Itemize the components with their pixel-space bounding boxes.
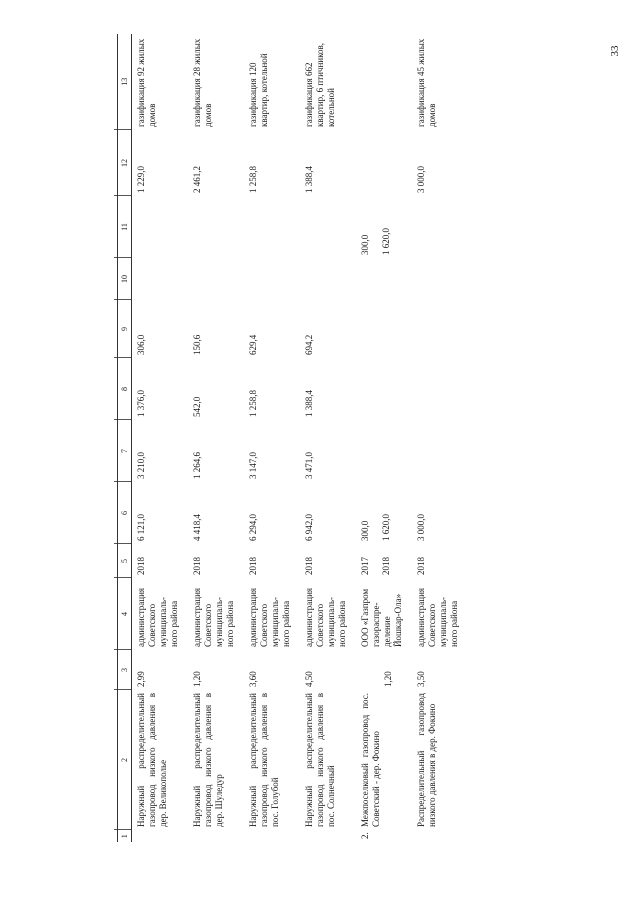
table-body	[132, 34, 469, 842]
column-number: 11	[118, 196, 132, 258]
cell-c6	[132, 482, 189, 544]
cell-c7	[356, 420, 412, 482]
cell-c6	[412, 482, 468, 544]
object-name: Межпоселковый газопровод пос. Советский - дер. Фокино	[360, 693, 381, 827]
cell-value: 2017	[360, 557, 370, 575]
cell-c9	[356, 300, 412, 358]
cell-c6	[188, 482, 244, 544]
cell-c9: 150,6	[192, 334, 202, 355]
table-row	[132, 34, 189, 842]
cell-c10	[188, 258, 244, 300]
cell-c11	[356, 196, 412, 258]
table-row	[244, 34, 300, 842]
cell-c3: 1,20	[383, 671, 393, 687]
column-number: 7	[118, 420, 132, 482]
cell-c7	[412, 420, 468, 482]
cell-c5	[356, 544, 412, 578]
column-number: 5	[118, 544, 132, 578]
cell-c10	[244, 258, 300, 300]
column-number: 9	[118, 300, 132, 358]
cell-c8: 1 376,0	[136, 390, 146, 417]
cell-c10	[356, 258, 412, 300]
cell-c11	[244, 196, 300, 258]
cell-c11	[300, 196, 356, 258]
cell-c11	[188, 196, 244, 258]
table-row	[300, 34, 356, 842]
object-name: Наружный распределительный газопровод низкого давления в пос. Голубой	[248, 693, 280, 827]
cell-value: 1 620,0	[381, 228, 391, 255]
page-number: 33	[609, 45, 621, 57]
cell-c12	[356, 130, 412, 196]
cell-c10	[132, 258, 189, 300]
object-name: Распределительный газопровод низкого давления в дер. Фокино	[416, 693, 437, 827]
object-name: Наружный распределительный газопровод низкого давления в дер. Шуледур	[192, 693, 224, 827]
purpose-text: газификация 92 жилых домов	[136, 38, 157, 127]
cell-c5	[412, 544, 468, 578]
cell-c3: 3,60	[248, 671, 258, 687]
column-number-row	[118, 34, 132, 842]
cell-c1	[412, 830, 468, 842]
cell-c1	[300, 830, 356, 842]
table-row	[356, 34, 412, 842]
cell-value: 300,0	[360, 520, 370, 541]
cell-c12: 1 229,0	[136, 166, 146, 193]
purpose-text: газификация 28 жилых домов	[192, 38, 213, 127]
cell-c3: 3,50	[416, 671, 426, 687]
cell-c12: 1 388,4	[304, 166, 314, 193]
cell-c8	[412, 358, 468, 420]
cell-c7: 3 210,0	[136, 452, 146, 479]
cell-c6	[356, 482, 412, 544]
cell-value: 2018	[136, 557, 146, 575]
table-row	[188, 34, 244, 842]
gas-pipeline-table	[114, 34, 468, 842]
cell-c7: 1 264,6	[192, 452, 202, 479]
cell-c1: 2.	[360, 832, 370, 839]
column-number: 2	[118, 690, 132, 830]
cell-value: 3 000,0	[416, 514, 426, 541]
cell-c1	[244, 830, 300, 842]
cell-value: 300,0	[360, 234, 370, 255]
cell-c8	[356, 358, 412, 420]
cell-value: 2018	[381, 557, 391, 575]
cell-c5	[244, 544, 300, 578]
cell-c1	[188, 830, 244, 842]
column-number: 1	[118, 830, 132, 842]
column-number: 3	[118, 650, 132, 690]
cell-c3: 2,99	[136, 671, 146, 687]
cell-c5	[188, 544, 244, 578]
cell-value: 2018	[304, 557, 314, 575]
cell-c3: 1,20	[192, 671, 202, 687]
column-number: 10	[118, 258, 132, 300]
cell-c5	[132, 544, 189, 578]
cell-c7: 3 471,0	[304, 452, 314, 479]
cell-c8: 1 388,4	[304, 390, 314, 417]
purpose-text: газификация 662 квартир, 6 птичников, котельной	[304, 42, 336, 127]
cell-c11	[412, 196, 468, 258]
table-row	[412, 34, 468, 842]
column-number: 8	[118, 358, 132, 420]
cell-c12: 3 000,0	[416, 166, 426, 193]
cell-c10	[300, 258, 356, 300]
cell-c4: администрация Советского муниципаль-ного района	[416, 587, 459, 647]
cell-c9: 629,4	[248, 334, 258, 355]
cell-c4: администрация Советского муниципаль-ного района	[136, 587, 179, 647]
cell-c8: 542,0	[192, 396, 202, 417]
cell-value: 2018	[248, 557, 258, 575]
cell-c4: администрация Советского муниципаль-ного района	[248, 587, 291, 647]
purpose-text: газификация 45 жилых домов	[416, 38, 437, 127]
cell-c5	[300, 544, 356, 578]
cell-c9	[412, 300, 468, 358]
rotated-table-container	[114, 34, 532, 842]
cell-c12: 1 258,8	[248, 166, 258, 193]
purpose-text	[356, 34, 412, 130]
cell-c7: 3 147,0	[248, 452, 258, 479]
cell-value: 2018	[192, 557, 202, 575]
column-number: 12	[118, 130, 132, 196]
cell-c4: администрация Советского муниципаль-ного района	[304, 587, 347, 647]
column-number: 4	[118, 578, 132, 650]
cell-value: 6 942,0	[304, 514, 314, 541]
cell-c12: 2 461,2	[192, 166, 202, 193]
cell-value: 6 294,0	[248, 514, 258, 541]
cell-c11	[132, 196, 189, 258]
cell-c10	[412, 258, 468, 300]
cell-c8: 1 258,8	[248, 390, 258, 417]
cell-c1	[132, 830, 189, 842]
cell-c4: ООО «Газпром газораспре-деление Йошкар-Ола»	[360, 588, 403, 647]
object-name: Наружный распределительный газопровод низкого давления в пос. Солнечный	[304, 693, 336, 827]
cell-c6	[244, 482, 300, 544]
cell-value: 6 121,0	[136, 514, 146, 541]
cell-c9: 306,0	[136, 334, 146, 355]
cell-c4: администрация Советского муниципаль-ного района	[192, 587, 235, 647]
cell-c9: 694,2	[304, 334, 314, 355]
column-number: 13	[118, 34, 132, 130]
cell-c3: 4,50	[304, 671, 314, 687]
column-number: 6	[118, 482, 132, 544]
cell-value: 1 620,0	[381, 514, 391, 541]
cell-value: 4 418,4	[192, 514, 202, 541]
object-name: Наружный распределительный газопровод низкого давления в дер. Великополье	[136, 693, 168, 827]
purpose-text: газификация 120 квартир, котельной	[248, 53, 269, 127]
cell-value: 2018	[416, 557, 426, 575]
cell-c6	[300, 482, 356, 544]
